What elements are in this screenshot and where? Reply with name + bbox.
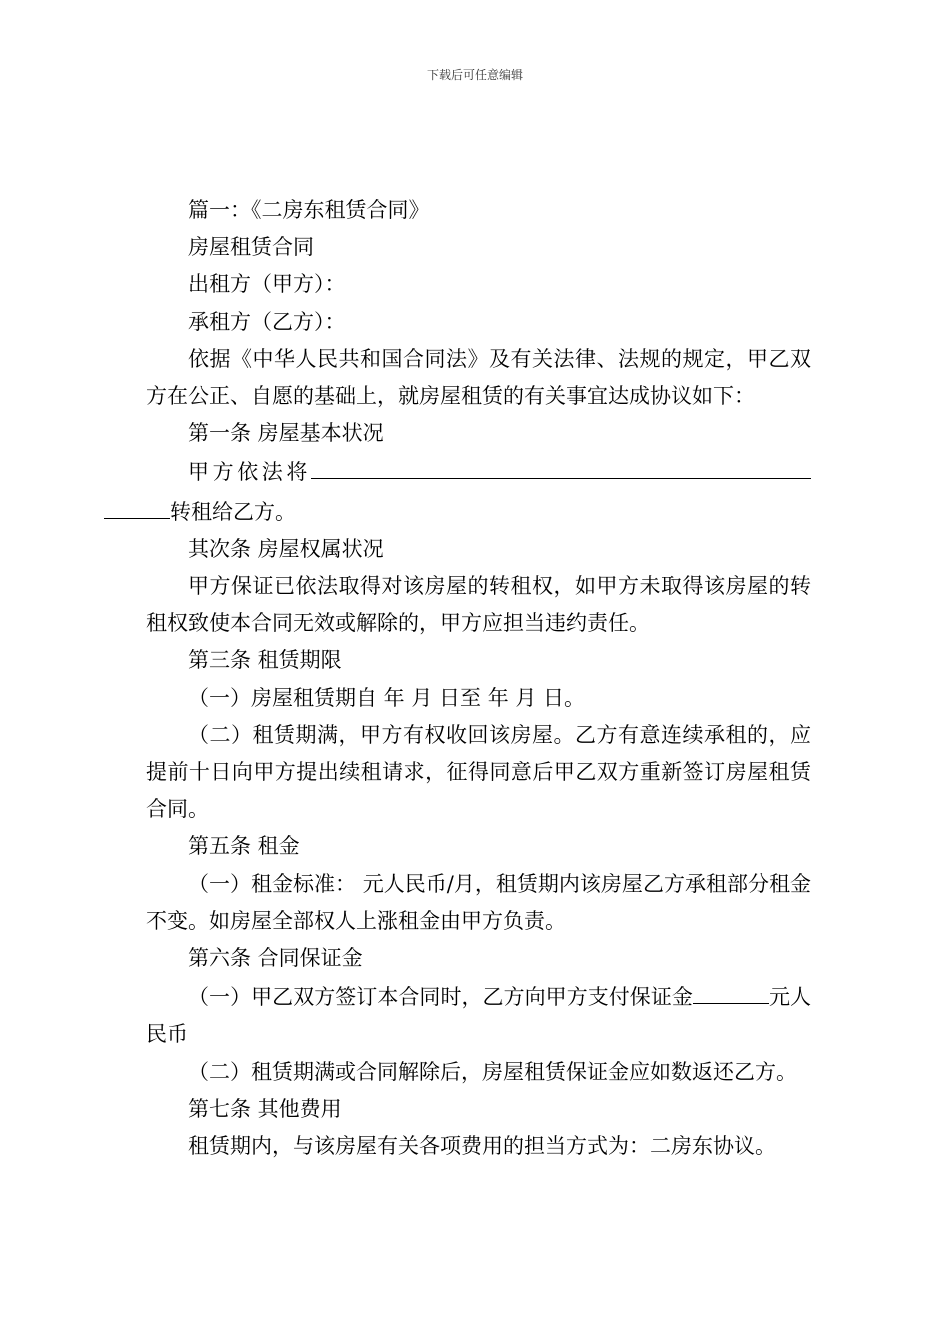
article2-paragraph: 甲方保证已依法取得对该房屋的转租权，如甲方未取得该房屋的转租权致使本合同无效或解除的，甲方应担当违约责任。 bbox=[146, 574, 811, 636]
article5-title: 第五条 租金 bbox=[188, 834, 300, 859]
contract-title: 房屋租赁合同 bbox=[188, 235, 314, 260]
article2-title: 其次条 房屋权属状况 bbox=[188, 536, 384, 561]
blank-line bbox=[311, 452, 811, 479]
header-note: 下载后可任意编辑 bbox=[426, 68, 523, 82]
article6-item2: （二）租赁期满或合同解除后，房屋租赁保证金应如数返还乙方。 bbox=[188, 1059, 797, 1084]
article7-title: 第七条 其他费用 bbox=[188, 1096, 342, 1121]
blank-line bbox=[104, 492, 170, 519]
article1-paragraph bbox=[146, 452, 811, 530]
article6-item1-prefix: （一）甲乙双方签订本合同时，乙方向甲方支付保证金 bbox=[188, 985, 693, 1010]
article3-item2: （二）租赁期满，甲方有权收回该房屋。乙方有意连续承租的，应提前十日向甲方提出续租请求，征得同意后甲乙双方重新签订房屋租赁合同。 bbox=[146, 722, 811, 822]
article6-item1-suffix: 元人民币 bbox=[146, 985, 811, 1047]
article1-text-prefix: 甲方依法将 bbox=[188, 460, 311, 485]
article1-text-suffix: 转租给乙方。 bbox=[170, 499, 296, 524]
party-b-line: 承租方（乙方）： bbox=[188, 309, 346, 334]
article5-item1: （一）租金标准： 元人民币/月，租赁期内该房屋乙方承租部分租金不变。如房屋全部权人上涨租金由甲方负责。 bbox=[146, 871, 811, 933]
contract-body bbox=[146, 192, 811, 1165]
preamble-paragraph: 依据《中华人民共和国合同法》及有关法律、法规的规定，甲乙双方在公正、自愿的基础上，就房屋租赁的有关事宜达成协议如下： bbox=[146, 346, 811, 409]
document-heading: 篇一：《二房东租赁合同》 bbox=[188, 198, 430, 222]
article1-title: 第一条 房屋基本状况 bbox=[188, 421, 384, 446]
article6-item1 bbox=[146, 977, 811, 1053]
article6-title: 第六条 合同保证金 bbox=[188, 946, 363, 971]
party-a-line: 出租方（甲方）： bbox=[188, 272, 346, 297]
article3-title: 第三条 租赁期限 bbox=[188, 648, 342, 673]
article7-paragraph: 租赁期内，与该房屋有关各项费用的担当方式为：二房东协议。 bbox=[188, 1134, 776, 1159]
blank-line bbox=[693, 977, 769, 1004]
article3-item1: （一）房屋租赁期自 年 月 日至 年 月 日。 bbox=[188, 685, 586, 710]
